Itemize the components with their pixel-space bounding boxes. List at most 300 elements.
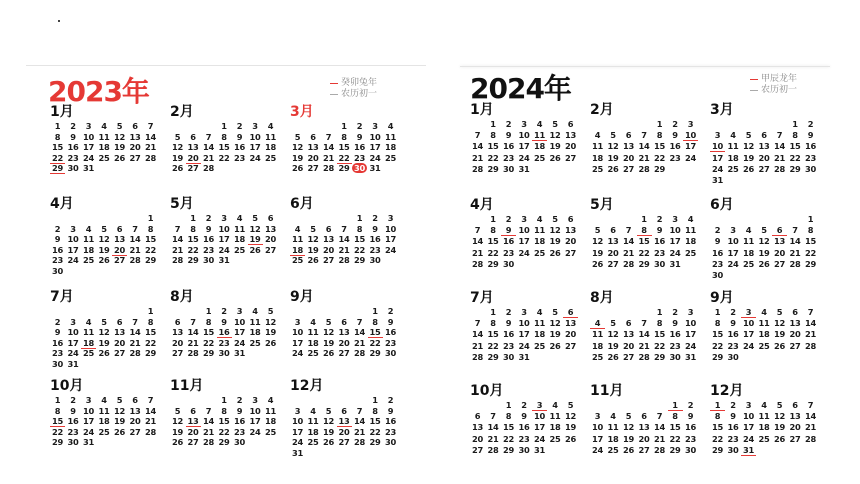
month-name: 10月 bbox=[50, 378, 84, 394]
day-cell: 1 bbox=[341, 121, 347, 131]
day-cell: 2 bbox=[387, 395, 394, 405]
day-cell: 3 bbox=[745, 400, 752, 410]
day-cell: 27 bbox=[114, 348, 125, 358]
day-cell: 27 bbox=[758, 163, 770, 174]
day-cell: 14 bbox=[129, 327, 141, 337]
day-cell: 22 bbox=[805, 247, 816, 258]
day-cell: 4 bbox=[536, 119, 543, 129]
day-cell: 21 bbox=[354, 337, 365, 348]
day-cell: 26 bbox=[774, 340, 785, 351]
day-cell: 1 bbox=[490, 307, 496, 317]
day-cell: 30 bbox=[669, 351, 681, 362]
day-cell: 22 bbox=[487, 152, 499, 163]
day-cell: 30 bbox=[385, 437, 396, 447]
day-cell: 7 bbox=[205, 405, 212, 416]
day-cell: 26 bbox=[114, 152, 125, 163]
day-cell: 4 bbox=[101, 121, 107, 131]
day-cell: 21 bbox=[129, 244, 141, 255]
day-cell: 26 bbox=[307, 255, 319, 265]
day-cell: 7 bbox=[474, 130, 481, 141]
day-cell: 9 bbox=[730, 318, 736, 329]
day-cell: 2 bbox=[387, 306, 394, 316]
day-cell: 25 bbox=[385, 152, 396, 163]
day-cell: 1 bbox=[221, 121, 227, 131]
day-cell: 28 bbox=[145, 152, 156, 163]
day-cell: 26 bbox=[114, 426, 125, 437]
day-cell: 25 bbox=[743, 258, 754, 269]
day-cell: 15 bbox=[218, 416, 230, 426]
day-cell: 11 bbox=[234, 223, 245, 234]
day-cell: 27 bbox=[623, 163, 634, 174]
day-cell: 26 bbox=[565, 433, 576, 444]
day-cell: 2 bbox=[730, 400, 736, 410]
day-cell: 29 bbox=[789, 163, 801, 174]
day-cell: 11 bbox=[592, 141, 603, 152]
day-cell: 24 bbox=[83, 152, 94, 163]
day-cell: 3 bbox=[521, 307, 527, 317]
day-cell: 11 bbox=[727, 141, 739, 152]
calendar-2024 bbox=[460, 58, 830, 458]
day-cell: 2 bbox=[505, 119, 512, 129]
month-name: 12月 bbox=[290, 378, 324, 394]
day-cell: 10 bbox=[67, 234, 79, 244]
day-cell: 7 bbox=[474, 318, 481, 329]
day-cell: 2 bbox=[656, 214, 663, 224]
day-cell: 1 bbox=[54, 121, 61, 131]
day-cell: 22 bbox=[354, 244, 365, 255]
day-cell: 28 bbox=[638, 351, 650, 362]
day-cell: 28 bbox=[323, 163, 334, 173]
day-cell: 24 bbox=[249, 426, 261, 437]
month-name: 7月 bbox=[470, 290, 494, 306]
day-cell: 27 bbox=[338, 348, 350, 358]
day-cell: 19 bbox=[623, 433, 634, 444]
day-cell: 12 bbox=[743, 141, 754, 152]
day-cell: 29 bbox=[487, 258, 499, 269]
day-cell: 13 bbox=[307, 142, 319, 152]
day-cell: 25 bbox=[98, 152, 110, 163]
day-cell: 27 bbox=[638, 444, 650, 455]
day-cell: 16 bbox=[234, 416, 245, 426]
day-cell: 18 bbox=[592, 340, 603, 351]
day-cell: 13 bbox=[565, 225, 576, 236]
day-cell: 9 bbox=[387, 316, 394, 327]
day-cell: 10 bbox=[249, 405, 261, 416]
panel-divider bbox=[26, 65, 426, 66]
month-name: 1月 bbox=[50, 104, 74, 120]
day-cell: 16 bbox=[503, 236, 514, 247]
day-cell: 23 bbox=[805, 152, 816, 163]
day-cell: 5 bbox=[567, 400, 574, 410]
day-cell: 15 bbox=[487, 141, 499, 152]
day-cell: 30 bbox=[218, 348, 230, 358]
day-cell: 28 bbox=[805, 433, 816, 444]
day-cell: 31 bbox=[234, 348, 245, 358]
day-cell: 25 bbox=[758, 433, 770, 444]
day-cell: 30 bbox=[203, 255, 214, 265]
day-cell: 8 bbox=[656, 318, 663, 329]
day-cell: 11 bbox=[534, 225, 545, 236]
day-cell: 25 bbox=[592, 163, 603, 174]
day-cell: 19 bbox=[323, 337, 334, 348]
day-cell: 1 bbox=[372, 306, 378, 316]
day-cell: 17 bbox=[727, 247, 739, 258]
day-cell: 13 bbox=[265, 223, 276, 234]
day-cell: 12 bbox=[592, 236, 603, 247]
day-cell: 21 bbox=[487, 433, 499, 444]
day-cell: 16 bbox=[518, 422, 530, 433]
day-cell: 20 bbox=[607, 247, 619, 258]
day-cell: 21 bbox=[774, 152, 785, 163]
day-cell: 7 bbox=[474, 225, 481, 236]
day-cell: 16 bbox=[805, 141, 816, 152]
day-cell: 11 bbox=[83, 327, 94, 337]
day-cell: 5 bbox=[101, 316, 107, 327]
day-cell: 14 bbox=[338, 234, 350, 244]
day-cell: 20 bbox=[338, 426, 350, 437]
day-cell: 10 bbox=[669, 225, 681, 236]
day-cell: 29 bbox=[503, 444, 514, 455]
day-cell: 23 bbox=[52, 255, 63, 265]
day-cell: 25 bbox=[758, 340, 770, 351]
day-cell: 19 bbox=[307, 244, 319, 255]
day-cell: 28 bbox=[129, 255, 141, 265]
day-cell: 19 bbox=[265, 327, 276, 337]
day-cell: 14 bbox=[145, 405, 156, 416]
day-cell: 24 bbox=[743, 340, 754, 351]
day-cell: 23 bbox=[669, 340, 681, 351]
month-name: 2月 bbox=[590, 102, 614, 118]
day-cell: 30 bbox=[352, 163, 367, 173]
day-cell: 7 bbox=[776, 130, 783, 141]
day-cell: 27 bbox=[472, 444, 483, 455]
day-cell: 6 bbox=[341, 405, 347, 416]
day-cell: 16 bbox=[234, 142, 245, 152]
day-cell: 12 bbox=[323, 327, 334, 337]
day-cell: 24 bbox=[292, 437, 303, 447]
day-cell: 8 bbox=[714, 411, 721, 422]
day-cell: 16 bbox=[52, 337, 63, 348]
day-cell: 31 bbox=[534, 444, 545, 455]
day-cell: 13 bbox=[172, 327, 183, 337]
day-cell: 15 bbox=[503, 422, 514, 433]
day-cell: 24 bbox=[685, 152, 696, 163]
day-cell: 4 bbox=[310, 405, 316, 416]
day-cell: 17 bbox=[685, 329, 696, 340]
day-cell: 1 bbox=[147, 306, 154, 316]
day-cell: 9 bbox=[505, 318, 512, 329]
day-cell: 2 bbox=[687, 400, 694, 410]
day-cell: 4 bbox=[761, 400, 767, 410]
day-cell: 28 bbox=[338, 255, 350, 265]
day-cell: 15 bbox=[805, 236, 816, 247]
day-cell: 23 bbox=[503, 247, 514, 258]
day-cell: 19 bbox=[98, 244, 110, 255]
day-cell: 5 bbox=[252, 213, 258, 223]
day-cell: 12 bbox=[292, 142, 303, 152]
day-cell: 7 bbox=[356, 405, 363, 416]
day-cell: 21 bbox=[472, 152, 483, 163]
day-cell: 22 bbox=[187, 244, 199, 255]
day-cell: 7 bbox=[641, 130, 647, 141]
day-cell: 6 bbox=[190, 405, 196, 416]
day-cell: 12 bbox=[265, 316, 276, 327]
day-cell: 31 bbox=[292, 447, 303, 458]
day-cell: 23 bbox=[52, 348, 63, 358]
day-cell: 6 bbox=[563, 307, 578, 318]
day-cell: 14 bbox=[203, 142, 214, 152]
day-cell: 9 bbox=[221, 316, 227, 327]
day-cell: 11 bbox=[385, 131, 396, 142]
day-cell: 31 bbox=[67, 358, 79, 369]
day-cell: 2 bbox=[54, 316, 61, 327]
day-cell: 3 bbox=[672, 214, 678, 224]
day-cell: 24 bbox=[669, 247, 681, 258]
day-cell: 12 bbox=[114, 405, 125, 416]
day-cell: 9 bbox=[672, 130, 678, 141]
day-cell: 23 bbox=[385, 426, 396, 437]
day-cell: 17 bbox=[518, 141, 530, 152]
day-cell: 5 bbox=[552, 214, 558, 224]
day-cell: 7 bbox=[656, 411, 663, 422]
day-cell: 9 bbox=[730, 411, 736, 422]
day-cell: 25 bbox=[685, 247, 696, 258]
day-cell: 2 bbox=[521, 400, 527, 410]
day-cell: 4 bbox=[536, 214, 543, 224]
day-cell: 26 bbox=[623, 444, 634, 455]
day-cell: 22 bbox=[487, 340, 499, 351]
day-cell: 27 bbox=[565, 152, 576, 163]
day-cell: 1 bbox=[221, 395, 227, 405]
year-title: 2023年 bbox=[48, 75, 149, 108]
day-cell: 3 bbox=[521, 214, 527, 224]
day-cell: 10 bbox=[369, 131, 381, 142]
day-cell: 6 bbox=[174, 316, 181, 327]
day-cell: 7 bbox=[205, 131, 212, 142]
day-cell: 24 bbox=[67, 348, 79, 358]
day-cell: 2 bbox=[372, 213, 378, 223]
day-cell: 24 bbox=[518, 247, 530, 258]
day-cell: 10 bbox=[234, 316, 245, 327]
day-cell: 17 bbox=[385, 234, 396, 244]
day-cell: 29 bbox=[369, 437, 381, 447]
day-cell: 15 bbox=[654, 141, 665, 152]
day-cell: 4 bbox=[610, 411, 616, 422]
day-cell: 6 bbox=[132, 395, 138, 405]
day-cell: 29 bbox=[712, 444, 723, 455]
day-cell: 27 bbox=[789, 340, 801, 351]
day-cell: 25 bbox=[307, 348, 319, 358]
day-cell: 13 bbox=[129, 405, 141, 416]
day-cell: 6 bbox=[116, 223, 123, 234]
day-cell: 10 bbox=[518, 130, 530, 141]
day-cell: 15 bbox=[789, 141, 801, 152]
day-cell: 12 bbox=[774, 318, 785, 329]
day-cell: 29 bbox=[218, 437, 230, 447]
day-cell: 20 bbox=[565, 329, 576, 340]
day-cell: 14 bbox=[472, 236, 483, 247]
day-cell: 29 bbox=[354, 255, 365, 265]
legend bbox=[330, 78, 377, 100]
day-cell: 4 bbox=[101, 395, 107, 405]
day-cell: 21 bbox=[472, 340, 483, 351]
day-cell: 12 bbox=[249, 223, 261, 234]
day-cell: 31 bbox=[218, 255, 230, 265]
day-cell: 17 bbox=[669, 236, 681, 247]
day-cell: 29 bbox=[654, 351, 665, 362]
day-cell: 23 bbox=[503, 152, 514, 163]
day-cell: 8 bbox=[372, 405, 378, 416]
day-cell: 21 bbox=[638, 152, 650, 163]
day-cell: 23 bbox=[385, 337, 396, 348]
day-cell: 15 bbox=[654, 329, 665, 340]
day-cell: 14 bbox=[805, 318, 816, 329]
day-cell: 14 bbox=[654, 422, 665, 433]
day-cell: 25 bbox=[249, 337, 261, 348]
day-cell: 21 bbox=[623, 247, 634, 258]
day-cell: 2 bbox=[672, 307, 678, 317]
day-cell: 19 bbox=[323, 426, 334, 437]
day-cell: 29 bbox=[203, 348, 214, 358]
month-name: 11月 bbox=[590, 383, 624, 399]
legend-marker-gray bbox=[750, 90, 758, 91]
day-cell: 15 bbox=[669, 422, 681, 433]
day-cell: 6 bbox=[792, 307, 798, 317]
day-cell: 21 bbox=[472, 247, 483, 258]
day-cell: 14 bbox=[472, 329, 483, 340]
day-cell: 17 bbox=[518, 329, 530, 340]
day-cell: 3 bbox=[85, 395, 92, 405]
day-cell: 15 bbox=[487, 236, 499, 247]
day-cell: 21 bbox=[203, 426, 214, 437]
day-cell: 13 bbox=[789, 318, 801, 329]
day-cell: 31 bbox=[518, 351, 530, 362]
year-title: 2024年 bbox=[470, 72, 571, 105]
day-cell: 21 bbox=[789, 247, 801, 258]
day-cell: 15 bbox=[218, 142, 230, 152]
day-cell: 13 bbox=[187, 142, 199, 152]
day-cell: 23 bbox=[369, 244, 381, 255]
day-cell: 24 bbox=[249, 152, 261, 163]
day-cell: 26 bbox=[323, 437, 334, 447]
day-cell: 1 bbox=[714, 307, 721, 317]
day-cell: 23 bbox=[727, 433, 739, 444]
day-cell: 16 bbox=[669, 141, 681, 152]
legend-marker-red bbox=[750, 79, 758, 80]
day-cell: 17 bbox=[518, 236, 530, 247]
day-cell: 19 bbox=[292, 152, 303, 163]
day-cell: 9 bbox=[501, 225, 516, 236]
month-name: 12月 bbox=[710, 383, 744, 399]
day-cell: 23 bbox=[685, 433, 696, 444]
day-cell: 16 bbox=[52, 244, 63, 255]
day-cell: 18 bbox=[549, 422, 561, 433]
day-cell: 6 bbox=[625, 318, 632, 329]
day-cell: 28 bbox=[789, 258, 801, 269]
day-cell: 24 bbox=[385, 244, 396, 255]
day-cell: 18 bbox=[685, 236, 696, 247]
day-cell: 23 bbox=[669, 152, 681, 163]
day-cell: 1 bbox=[668, 400, 683, 411]
day-cell: 23 bbox=[67, 152, 79, 163]
day-cell: 16 bbox=[654, 236, 665, 247]
day-cell: 16 bbox=[217, 327, 232, 338]
day-cell: 22 bbox=[218, 152, 230, 163]
day-cell: 3 bbox=[687, 119, 694, 129]
day-cell: 2 bbox=[236, 395, 243, 405]
day-cell: 15 bbox=[487, 329, 499, 340]
day-cell: 14 bbox=[187, 327, 199, 337]
day-cell: 14 bbox=[789, 236, 801, 247]
day-cell: 4 bbox=[552, 400, 558, 410]
day-cell: 2 bbox=[505, 214, 512, 224]
day-cell: 27 bbox=[338, 437, 350, 447]
day-cell: 1 bbox=[656, 307, 663, 317]
day-cell: 28 bbox=[654, 444, 665, 455]
day-cell: 28 bbox=[172, 255, 183, 265]
day-cell: 18 bbox=[307, 337, 319, 348]
day-cell: 8 bbox=[372, 316, 378, 327]
day-cell: 25 bbox=[534, 247, 545, 258]
day-cell: 14 bbox=[172, 234, 183, 244]
day-cell: 19 bbox=[248, 234, 263, 245]
day-cell: 24 bbox=[218, 244, 230, 255]
day-cell: 20 bbox=[172, 337, 183, 348]
day-cell: 9 bbox=[807, 130, 814, 141]
day-cell: 14 bbox=[354, 416, 365, 426]
day-cell: 3 bbox=[521, 119, 527, 129]
day-cell: 3 bbox=[85, 121, 92, 131]
day-cell: 5 bbox=[325, 405, 332, 416]
day-cell: 25 bbox=[727, 163, 739, 174]
day-cell: 20 bbox=[129, 142, 141, 152]
day-cell: 9 bbox=[236, 405, 243, 416]
day-cell: 18 bbox=[83, 244, 94, 255]
day-cell: 6 bbox=[792, 400, 798, 410]
day-cell: 30 bbox=[234, 437, 245, 447]
day-cell: 27 bbox=[129, 426, 141, 437]
day-cell: 26 bbox=[323, 348, 334, 358]
day-cell: 4 bbox=[745, 225, 752, 236]
day-cell: 28 bbox=[129, 348, 141, 358]
day-cell: 1 bbox=[807, 214, 814, 224]
day-cell: 7 bbox=[132, 223, 138, 234]
day-cell: 29 bbox=[712, 351, 723, 362]
day-cell: 18 bbox=[98, 416, 110, 426]
day-cell: 2 bbox=[672, 119, 678, 129]
day-cell: 6 bbox=[190, 131, 196, 142]
day-cell: 16 bbox=[712, 247, 723, 258]
day-cell: 5 bbox=[761, 225, 767, 236]
day-cell: 9 bbox=[687, 411, 694, 422]
day-cell: 4 bbox=[294, 223, 301, 234]
day-cell: 17 bbox=[712, 152, 723, 163]
day-cell: 20 bbox=[265, 234, 276, 244]
day-cell: 13 bbox=[114, 234, 125, 244]
legend-zodiac-year: 癸卯兔年 bbox=[341, 78, 378, 88]
day-cell: 18 bbox=[290, 245, 305, 256]
day-cell: 20 bbox=[758, 152, 770, 163]
day-cell: 30 bbox=[727, 351, 739, 362]
legend-zodiac-year: 甲辰龙年 bbox=[761, 74, 798, 84]
day-cell: 10 bbox=[83, 131, 94, 142]
day-cell: 4 bbox=[252, 306, 258, 316]
month-name: 4月 bbox=[470, 197, 494, 213]
day-cell: 18 bbox=[98, 142, 110, 152]
legend-lunar-first-day: 农历初一 bbox=[761, 85, 798, 95]
day-cell: 6 bbox=[267, 213, 274, 223]
day-cell: 4 bbox=[267, 121, 274, 131]
